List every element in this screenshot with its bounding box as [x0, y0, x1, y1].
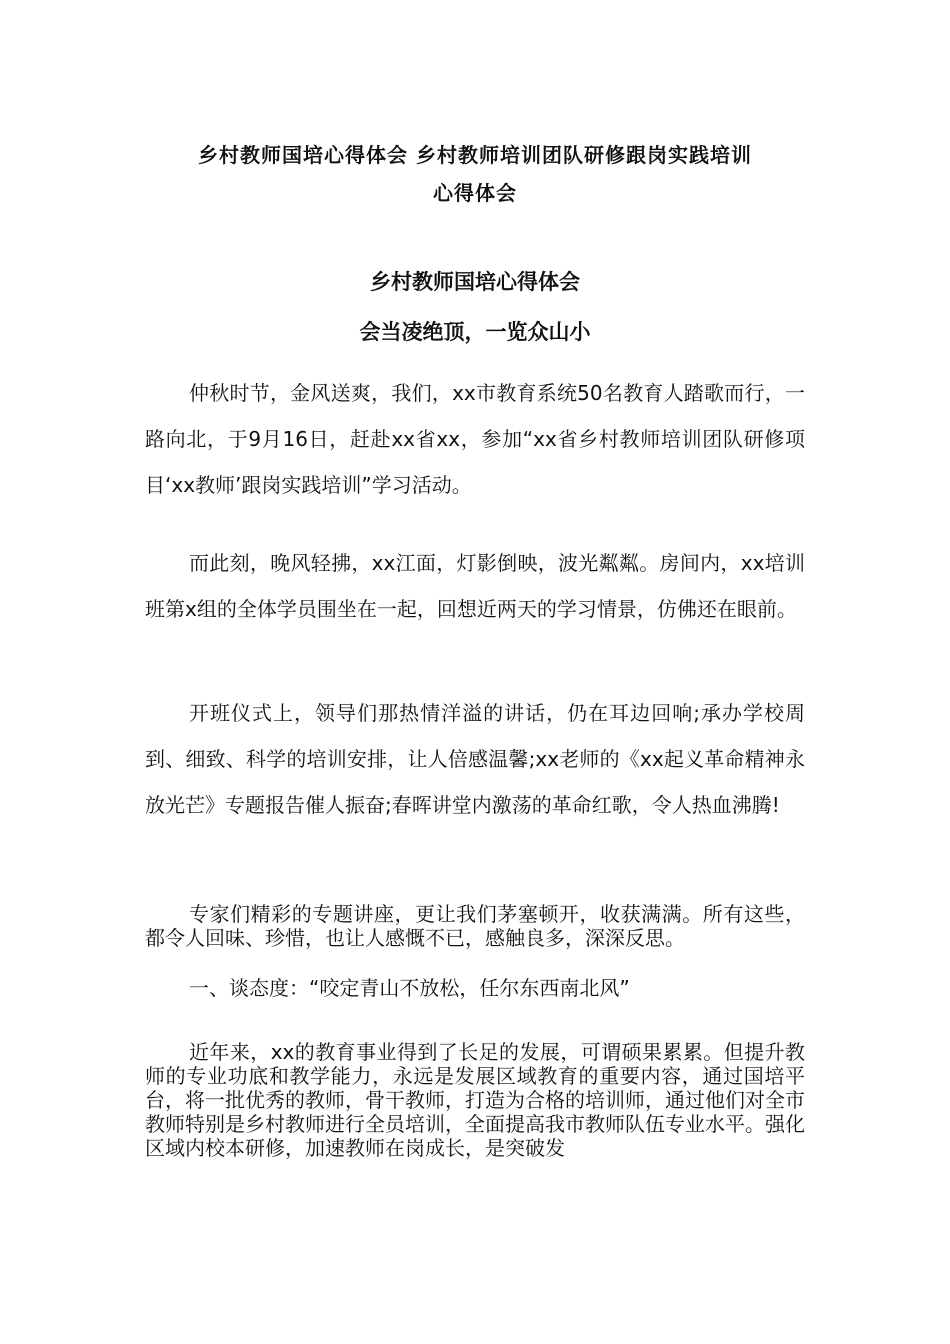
- paragraph-4: 专家们精彩的专题讲座，更让我们茅塞顿开，收获满满。所有这些，都令人回味、珍惜，也让人感慨不已，感触良多，深深反思。: [145, 902, 805, 950]
- paragraph-3: 开班仪式上，领导们那热情洋溢的讲话，仍在耳边回响;承办学校周到、细致、科学的培训安排，让人倍感温馨;xx老师的《xx起义革命精神永放光芒》专题报告催人振奋;春晖讲堂内激荡的革命红歌，令人热血沸腾!: [145, 701, 805, 817]
- section-tagline: 会当凌绝顶，一览众山小: [359, 320, 591, 344]
- paragraph-1: 仲秋时节，金风送爽，我们，xx市教育系统50名教育人踏歌而行，一路向北，于9月16日，赶赴xx省xx，参加“xx省乡村教师培训团队研修项目‘xx教师’跟岗实践培训”学习活动。: [145, 381, 805, 497]
- document-title: [120, 136, 830, 212]
- title-line-2: 心得体会: [433, 181, 517, 205]
- paragraph-2: 而此刻，晚风轻拂，xx江面，灯影倒映，波光粼粼。房间内，xx培训班第x组的全体学员围坐在一起，回想近两天的学习情景，仿佛还在眼前。: [145, 551, 805, 621]
- section-subtitle: 乡村教师国培心得体会: [370, 270, 580, 294]
- section-heading-attitude: 一、谈态度：“咬定青山不放松，任尔东西南北风”: [189, 976, 630, 1000]
- title-line-1: 乡村教师国培心得体会 乡村教师培训团队研修跟岗实践培训: [198, 143, 752, 167]
- paragraph-5: 近年来，xx的教育事业得到了长足的发展，可谓硕果累累。但提升教师的专业功底和教学能力，永远是发展区域教育的重要内容，通过国培平台，将一批优秀的教师，骨干教师，打造为合格的培训师，通过他们对全市教师特别是乡村教师进行全员培训，全面提高我市教师队伍专业水平。强化区域内校本研修，加速教师在岗成长，是突破发: [145, 1040, 805, 1160]
